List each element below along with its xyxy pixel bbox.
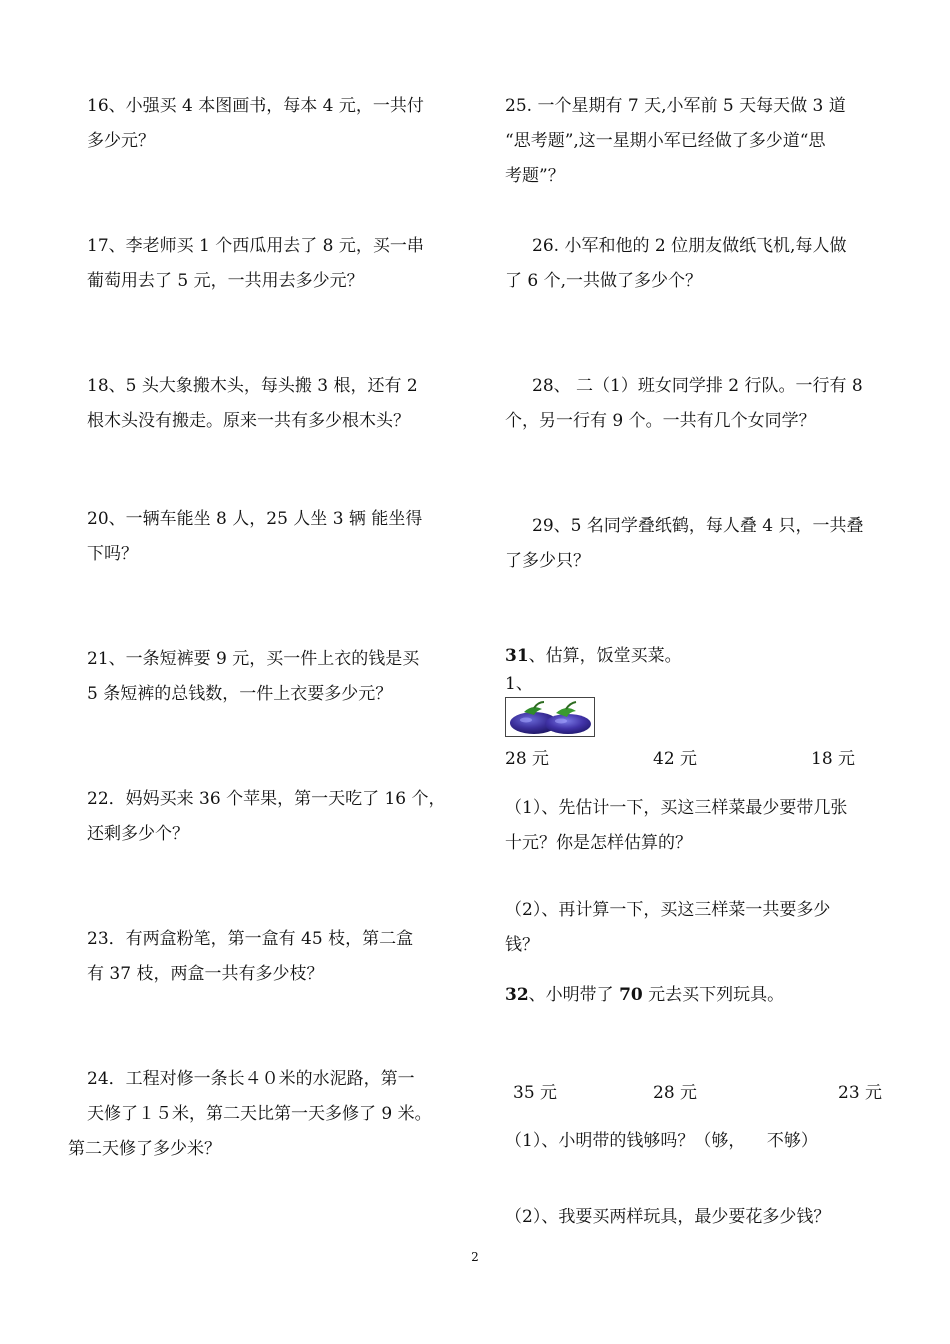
- question-32-post: 元去买下列玩具。: [642, 985, 785, 1005]
- question-31-sub: 1、: [505, 674, 533, 694]
- question-16: [68, 89, 450, 159]
- question-17: [68, 229, 450, 299]
- question-26-line-1: 26. 小军和他的 2 位朋友做纸飞机,每人做: [532, 236, 847, 256]
- question-24-line-2: 天修了１５米，第二天比第一天多修了 9 米。: [87, 1104, 432, 1124]
- question-32-pre: 、小明带了: [528, 985, 620, 1005]
- question-22: [68, 782, 450, 852]
- question-25-line-1: 25. 一个星期有 7 天,小军前 5 天每天做 3 道: [505, 96, 846, 116]
- question-28: [505, 369, 885, 439]
- q31-price-2: 42 元: [653, 749, 698, 769]
- question-16-line-2: 多少元？: [87, 131, 155, 151]
- question-29-line-2: 了多少只？: [505, 551, 590, 571]
- question-16-line-1: 16、小强买 4 本图画书，每本 4 元，一共付: [87, 96, 424, 116]
- q32-price-1: 35 元: [513, 1083, 558, 1103]
- q31-price-3: 18 元: [811, 749, 856, 769]
- eggplant-image: [505, 697, 595, 737]
- question-25-line-2: “思考题”,这一星期小军已经做了多少道“思: [505, 131, 826, 151]
- question-31-title-text: 、估算，饭堂买菜。: [528, 646, 682, 666]
- q32-price-3: 23 元: [838, 1083, 883, 1103]
- question-24-line-1: 24．工程对修一条长４０米的水泥路，第一: [87, 1069, 415, 1089]
- question-20-line-1: 20、一辆车能坐 8 人，25 人坐 3 辆 能坐得: [87, 509, 423, 529]
- question-20: [68, 502, 450, 572]
- question-22-line-2: 还剩多少个？: [87, 824, 189, 844]
- question-21: [68, 642, 450, 712]
- question-31-part-1-line-1: （1）、先估计一下，买这三样菜最少要带几张: [505, 798, 848, 818]
- question-32-title: [505, 978, 885, 1013]
- question-31-part-1-line-2: 十元？你是怎样估算的？: [505, 833, 692, 853]
- question-24: [68, 1062, 450, 1167]
- question-25-line-3: 考题”？: [505, 166, 565, 186]
- question-25: [505, 89, 885, 194]
- eggplant-icon: [506, 698, 594, 736]
- question-32-amount: 70: [619, 985, 643, 1005]
- question-31-part-2-line-2: 钱？: [505, 935, 539, 955]
- page-number: 2: [471, 1250, 479, 1264]
- question-20-line-2: 下吗？: [87, 544, 138, 564]
- question-22-line-1: 22．妈妈买来 36 个苹果，第一天吃了 16 个，: [87, 789, 446, 809]
- question-18-line-2: 根木头没有搬走。原来一共有多少根木头？: [87, 411, 410, 431]
- question-26: [505, 229, 885, 299]
- question-31-title: [505, 643, 885, 669]
- question-17-line-1: 17、李老师买 1 个西瓜用去了 8 元，买一串: [87, 236, 424, 256]
- question-23-line-2: 有 37 枝，两盒一共有多少枝？: [87, 964, 324, 984]
- question-17-line-2: 葡萄用去了 5 元，一共用去多少元？: [87, 271, 364, 291]
- question-32-part-2: （2）、我要买两样玩具，最少要花多少钱？: [505, 1207, 831, 1227]
- question-23: [68, 922, 450, 992]
- question-31-number: 31: [505, 646, 529, 666]
- question-32-part-1: （1）、小明带的钱够吗？（够， 不够）: [505, 1131, 818, 1151]
- question-26-line-2: 了 6 个,一共做了多少个？: [505, 271, 703, 291]
- question-18: [68, 369, 450, 439]
- question-28-line-2: 个，另一行有 9 个。一共有几个女同学？: [505, 411, 816, 431]
- question-21-line-2: 5 条短裤的总钱数，一件上衣要多少元？: [87, 684, 393, 704]
- question-29: [505, 509, 885, 579]
- q31-price-1: 28 元: [505, 749, 550, 769]
- question-32-number: 32: [505, 985, 529, 1005]
- question-31-part-2: [505, 893, 885, 963]
- question-31-part-2-line-1: （2）、再计算一下，买这三样菜一共要多少: [505, 900, 831, 920]
- question-28-line-1: 28、 二（1）班女同学排 2 行队。一行有 8: [532, 376, 863, 396]
- question-29-line-1: 29、5 名同学叠纸鹤，每人叠 4 只，一共叠: [532, 516, 864, 536]
- question-21-line-1: 21、一条短裤要 9 元，买一件上衣的钱是买: [87, 649, 420, 669]
- question-31-part-1: [505, 791, 885, 861]
- q32-price-2: 28 元: [653, 1083, 698, 1103]
- question-24-line-3: 第二天修了多少米？: [68, 1139, 221, 1159]
- question-18-line-1: 18、5 头大象搬木头，每头搬 3 根，还有 2: [87, 376, 418, 396]
- question-23-line-1: 23．有两盒粉笔，第一盒有 45 枝，第二盒: [87, 929, 414, 949]
